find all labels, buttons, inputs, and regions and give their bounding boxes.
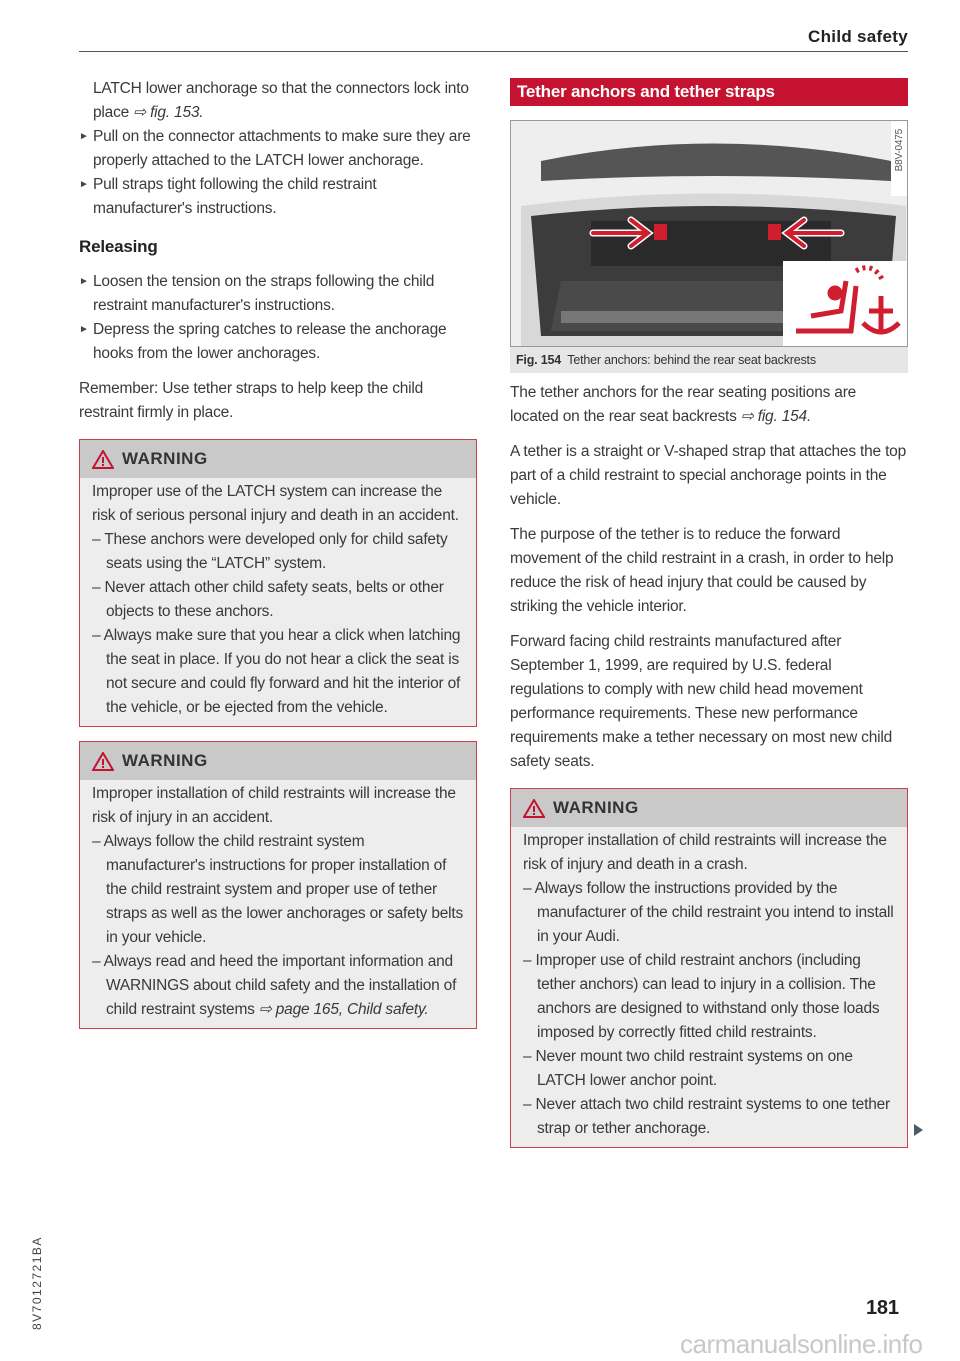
warning-title: WARNING <box>553 798 639 817</box>
warning-intro: Improper installation of child restraints will increase the risk of injury in an accident. <box>92 785 456 826</box>
page-number: 181 <box>866 1297 899 1319</box>
text: LATCH lower anchorage so that the connectors lock into place <box>93 80 469 121</box>
warning-item: – These anchors were developed only for child safety seats using the “LATCH” system. <box>92 531 448 572</box>
warning-triangle-icon <box>92 450 114 469</box>
warning-item: – Never attach other child safety seats, belts or other objects to these anchors. <box>92 579 444 620</box>
section-header: Child safety <box>808 27 908 46</box>
remember-paragraph: Remember: Use tether straps to help keep the child restraint firmly in place. <box>79 380 424 421</box>
warning-item: – Always make sure that you hear a click when latching the seat in place. If you do not hear a click the seat is not secure and could fly forward and hit the interior of the vehicle, or be ejected from the vehicle. <box>92 627 461 716</box>
text: – Always read and heed the important information and WARNINGS about child safety and the installation of child restraint systems <box>92 953 457 1018</box>
warning-box-latch <box>79 439 477 727</box>
figure-code: B8V-0475 <box>894 129 905 172</box>
releasing-heading: Releasing <box>79 237 158 256</box>
warning-header <box>511 789 907 827</box>
left-column <box>79 77 477 1029</box>
warning-header <box>80 440 476 478</box>
fig-link[interactable]: ⇨ fig. 154. <box>740 408 812 425</box>
figure-caption <box>510 347 908 373</box>
section-title: Tether anchors and tether straps <box>510 78 908 106</box>
warning-item <box>92 950 464 1022</box>
page-link[interactable]: ⇨ page 165, Child safety. <box>258 1001 429 1018</box>
figure-image <box>510 120 908 347</box>
warning-intro: Improper installation of child restraints will increase the risk of injury and death in a crash. <box>523 832 887 873</box>
text: The tether anchors for the rear seating positions are located on the rear seat backrests <box>510 384 857 425</box>
trunk-photo <box>511 121 908 346</box>
fig-link[interactable]: ⇨ fig. 153. <box>133 104 204 121</box>
warning-header <box>80 742 476 780</box>
bullet-item: ► Loosen the tension on the straps following the child restraint manufacturer's instructions. <box>79 270 477 318</box>
tether-purpose-paragraph: The purpose of the tether is to reduce the forward movement of the child restraint in a crash, in order to help reduce the risk of head injury that could be caused by striking the vehicle interior. <box>510 526 894 615</box>
caption-text: Tether anchors: behind the rear seat backrests <box>567 353 816 367</box>
bullet-item: ► Pull on the connector attachments to make sure they are properly attached to the LATCH lower anchorage. <box>79 125 477 173</box>
header-rule <box>79 51 908 52</box>
warning-triangle-icon <box>523 799 545 818</box>
figure-label: Fig. 154 <box>516 353 561 367</box>
warning-item: – Never attach two child restraint systems to one tether strap or tether anchorage. <box>523 1096 890 1137</box>
bullet-item: ► Pull straps tight following the child restraint manufacturer's instructions. <box>79 173 477 221</box>
warning-item: – Never mount two child restraint systems on one LATCH lower anchor point. <box>523 1048 853 1089</box>
regulations-paragraph: Forward facing child restraints manufactured after September 1, 1999, are required by U.S. federal regulations to comply with new child head movement performance requirements. These new performance requirements make a tether necessary on most new child safety seats. <box>510 633 893 770</box>
warning-title: WARNING <box>122 751 208 770</box>
warning-intro: Improper use of the LATCH system can increase the risk of serious personal injury and death in an accident. <box>92 483 459 524</box>
tether-location-paragraph <box>510 381 908 429</box>
latch-paragraph <box>79 77 477 125</box>
warning-triangle-icon <box>92 752 114 771</box>
warning-item: – Always follow the instructions provided by the manufacturer of the child restraint you intend to install in your Audi. <box>523 880 894 945</box>
warning-box-tether <box>510 788 908 1148</box>
warning-item: – Always follow the child restraint system manufacturer's instructions for proper installation of the child restraint system and proper use of tether straps as well as the lower anchorages or safety belts in your vehicle. <box>92 833 464 946</box>
warning-box-installation <box>79 741 477 1029</box>
document-code: 8V7012721BA <box>30 1236 44 1330</box>
bullet-item: ► Depress the spring catches to release the anchorage hooks from the lower anchorages. <box>79 318 477 366</box>
figure-154 <box>510 120 908 373</box>
tether-definition-paragraph: A tether is a straight or V-shaped strap that attaches the top part of a child restraint to special anchorage points in the vehicle. <box>510 443 907 508</box>
watermark: carmanualsonline.info <box>680 1329 923 1359</box>
right-column <box>510 78 908 1148</box>
warning-item: – Improper use of child restraint anchors (including tether anchors) can lead to injury in a collision. The anchors are designed to withstand only those loads imposed by correctly fitted child restraints. <box>523 952 880 1041</box>
continue-arrow-icon <box>914 1124 923 1136</box>
warning-title: WARNING <box>122 449 208 468</box>
